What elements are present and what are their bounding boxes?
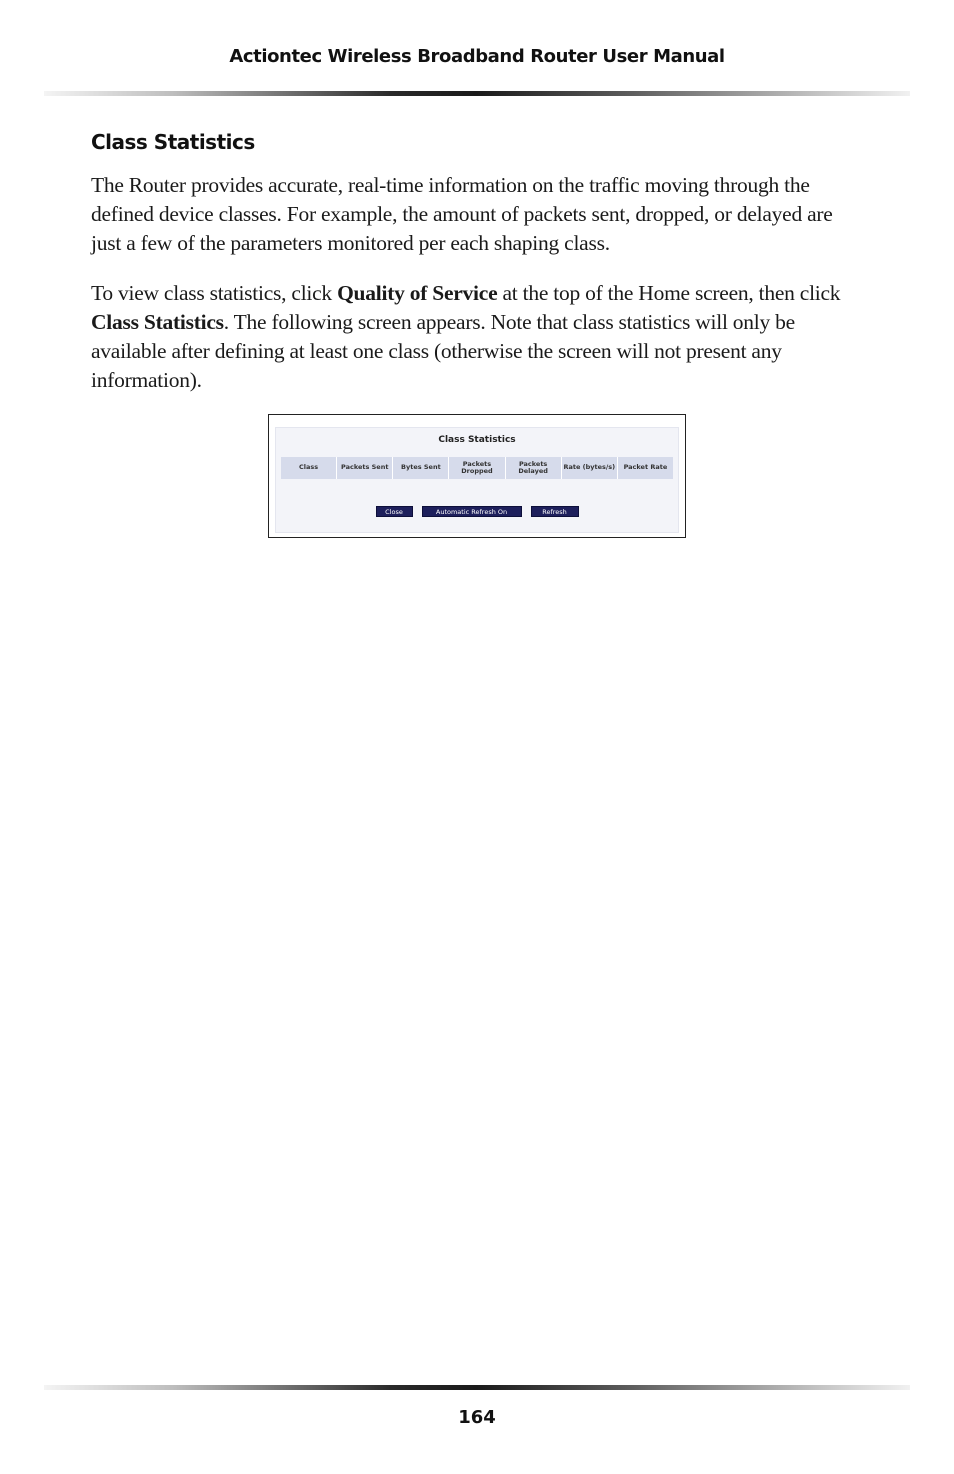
instructions-text-2: at the top of the Home screen, then click xyxy=(497,281,841,305)
column-packet-rate: Packet Rate xyxy=(623,463,668,472)
column-rate: Rate (bytes/s) xyxy=(562,457,618,479)
column-packets-delayed: Packets Delayed xyxy=(506,457,562,479)
page-number: 164 xyxy=(458,1407,496,1428)
header-divider xyxy=(44,91,910,96)
quality-of-service-term: Quality of Service xyxy=(337,281,498,305)
statistics-table-header xyxy=(281,457,673,479)
column-packets-dropped: Packets Dropped xyxy=(449,457,505,479)
close-button[interactable]: Close xyxy=(376,506,413,517)
instructions-paragraph xyxy=(91,279,866,395)
column-class: Class xyxy=(281,457,337,479)
column-bytes-sent: Bytes Sent xyxy=(393,457,449,479)
column-packets-sent: Packets Sent xyxy=(337,457,393,479)
refresh-button[interactable]: Refresh xyxy=(531,506,579,517)
manual-header-title: Actiontec Wireless Broadband Router User Manual xyxy=(229,46,725,67)
automatic-refresh-button[interactable]: Automatic Refresh On xyxy=(422,506,522,517)
section-heading: Class Statistics xyxy=(91,130,255,154)
footer-divider xyxy=(44,1385,910,1390)
screenshot-title: Class Statistics xyxy=(438,435,516,445)
intro-paragraph: The Router provides accurate, real-time information on the traffic moving through the defined device classes. For example, the amount of packets sent, dropped, or delayed are just a few of the parameters monitored per each shaping class. xyxy=(91,173,833,255)
instructions-text-3: . The following screen appears. Note that class statistics will only be available after defining at least one class (otherwise the screen will not present any information). xyxy=(91,310,795,392)
instructions-text-1: To view class statistics, click xyxy=(91,281,338,305)
screenshot-button-bar xyxy=(269,506,685,517)
class-statistics-screenshot xyxy=(268,414,686,538)
class-statistics-term: Class Statistics xyxy=(91,310,224,334)
